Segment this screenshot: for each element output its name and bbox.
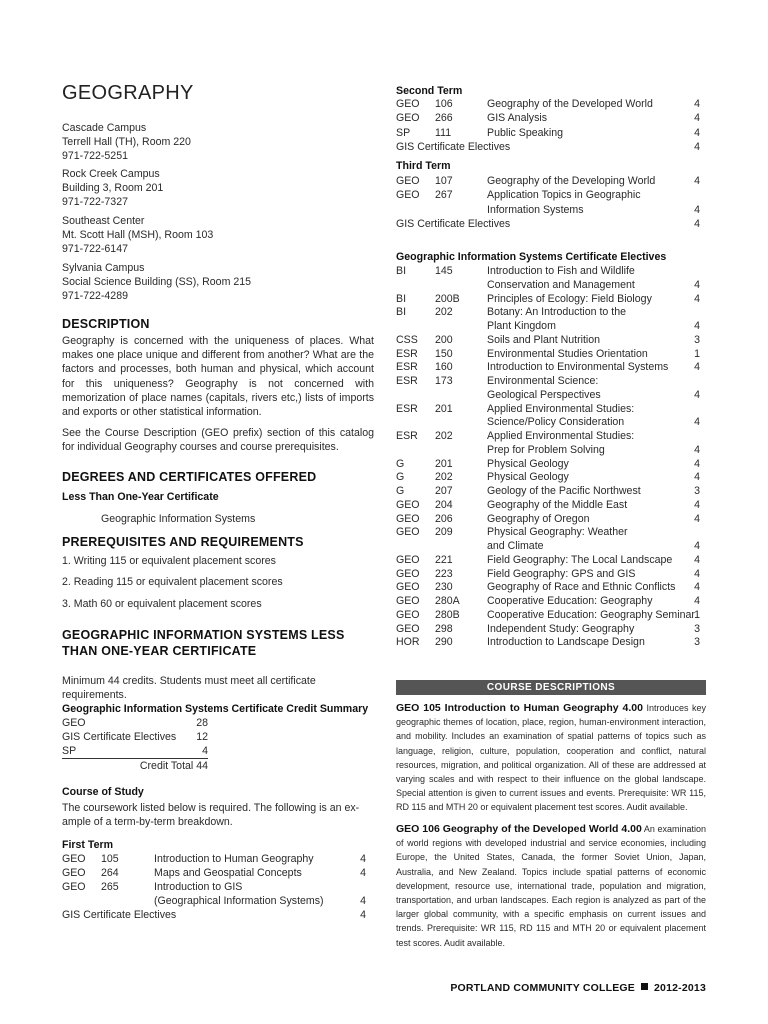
course-number: 264 (101, 867, 119, 880)
course-credits: 4 (360, 867, 366, 880)
course-title: Geography of Race and Ethnic Conflicts (487, 581, 676, 594)
course-credits: 3 (694, 485, 700, 497)
course-row (396, 416, 700, 430)
course-subject: ESR (396, 361, 418, 374)
course-subject: GEO (396, 553, 420, 566)
course-row (396, 554, 700, 568)
summary-underline (62, 758, 208, 759)
course-number: 160 (435, 361, 453, 374)
gis-heading-line: GEOGRAPHIC INFORMATION SYSTEMS LESS (62, 628, 345, 642)
campus-sylvania (62, 261, 251, 304)
course-row (396, 320, 700, 334)
course-subject: GEO (396, 622, 420, 635)
course-number: 111 (435, 126, 452, 139)
prereq-item: 1. Writing 115 or equivalent placement scores (62, 555, 276, 567)
course-credits: 4 (694, 320, 700, 332)
course-row (396, 98, 700, 112)
campus-name: Southeast Center (62, 215, 145, 227)
course-title: Prep for Problem Solving (487, 443, 605, 456)
course-row (396, 189, 700, 203)
course-number: 280B (435, 608, 460, 621)
campus-building: Terrell Hall (TH), Room 220 (62, 136, 191, 149)
course-number: 201 (435, 402, 453, 415)
geo105-title: GEO 105 Introduction to Human Geography 4.00 (396, 702, 643, 714)
course-credits: 4 (694, 512, 700, 525)
course-credits: 4 (694, 416, 700, 429)
course-title: Geography of Oregon (487, 512, 590, 525)
course-credits: 1 (694, 347, 700, 360)
course-subject: ESR (396, 402, 418, 415)
course-row (62, 909, 366, 923)
degrees-subheading: Less Than One-Year Certificate (62, 491, 219, 503)
course-subject: ESR (396, 375, 418, 387)
course-title: Physical Geography: Weather (487, 526, 628, 539)
course-title: Physical Geology (487, 457, 569, 470)
course-number: 280A (435, 595, 460, 607)
course-number: 265 (101, 881, 119, 894)
course-title: (Geographical Information Systems) (154, 895, 324, 908)
course-subject: GEO (396, 175, 420, 187)
course-subject: GEO (396, 512, 420, 525)
course-row (396, 293, 700, 307)
course-credits: 4 (694, 457, 700, 470)
gis-intro-line: requirements. (62, 689, 127, 701)
course-number: 145 (435, 265, 453, 277)
course-subject: ESR (396, 347, 418, 360)
course-title: Application Topics in Geographic (487, 189, 641, 202)
summary-credits: 28 (196, 717, 208, 729)
course-subject: BI (396, 306, 407, 319)
course-title: Conservation and Management (487, 278, 635, 291)
campus-phone: 971-722-5251 (62, 150, 128, 163)
course-subject: ESR (396, 430, 418, 442)
campus-phone: 971-722-6147 (62, 243, 128, 256)
electives-heading: Geographic Information Systems Certificate Electives (396, 251, 667, 263)
course-subject: G (396, 457, 405, 470)
course-title: Geography of the Developed World (487, 98, 653, 110)
course-descriptions-banner: COURSE DESCRIPTIONS (396, 680, 706, 695)
page-title: GEOGRAPHY (62, 82, 194, 104)
course-credits: 3 (694, 622, 700, 635)
course-row (396, 595, 700, 609)
course-number: 207 (435, 485, 453, 497)
course-title: Plant Kingdom (487, 320, 556, 332)
course-row (62, 895, 366, 909)
course-title: Introduction to Human Geography (154, 853, 314, 865)
course-row (396, 526, 700, 540)
course-subject: GEO (396, 526, 420, 539)
credit-total: Credit Total 44 (139, 760, 208, 772)
geo106-description (396, 822, 706, 950)
course-subject: GEO (396, 608, 420, 621)
course-row (396, 403, 700, 417)
course-title: Field Geography: GPS and GIS (487, 567, 636, 580)
course-row (396, 127, 700, 141)
course-credits: 3 (694, 636, 700, 649)
course-number: 202 (435, 471, 453, 484)
course-row (396, 375, 700, 389)
prereq-item: 2. Reading 115 or equivalent placement scores (62, 576, 283, 588)
course-subject: GEO (396, 595, 420, 607)
course-number: 107 (435, 175, 453, 187)
course-number: 173 (435, 375, 453, 387)
course-subject: G (396, 471, 405, 484)
course-number: 206 (435, 512, 453, 525)
course-number: 202 (435, 306, 453, 319)
geo105-text: Introduces key geographic themes of location, place, region, human-environment interaction, and mobility. Includes an examination of spatial patterns of topics such as language, religion, culture, population, cooperation and conflict, natural resources, migration, and political organization. All of these are addressed at varying scales and with respect to their influence on the global landscape. Special attention is given to current issues and events. Prerequisite: WR 115, RD 115 and MTH 20 or equivalent placement test scores. Audit available. (396, 703, 706, 813)
course-number: 202 (435, 430, 453, 442)
course-row (396, 389, 700, 403)
gis-intro-line: Minimum 44 credits. Students must meet all certificate (62, 675, 316, 687)
credit-summary-row (62, 717, 208, 731)
course-credits: 4 (694, 388, 700, 401)
third-term-label: Third Term (396, 160, 451, 172)
course-title: Introduction to Fish and Wildlife (487, 265, 635, 277)
course-credits: 4 (694, 126, 700, 139)
course-credits: 4 (694, 292, 700, 305)
course-title: Introduction to Environmental Systems (487, 361, 669, 374)
course-subject: GEO (396, 498, 420, 511)
description-see-also: See the Course Description (GEO prefix) section of this catalog for individual Geography courses and course prerequisites. (62, 427, 374, 454)
course-row (396, 112, 700, 126)
course-subject: GEO (396, 98, 420, 110)
campus-rock-creek (62, 167, 163, 210)
course-credits: 4 (694, 553, 700, 566)
course-row (396, 623, 700, 637)
catalog-year: 2012-2013 (653, 982, 706, 994)
description-heading: DESCRIPTION (62, 317, 150, 331)
course-number: 267 (435, 189, 453, 202)
first-term-label: First Term (62, 839, 114, 851)
course-credits: 4 (694, 140, 700, 153)
course-subject: CSS (396, 333, 418, 346)
degrees-heading: DEGREES AND CERTIFICATES OFFERED (62, 470, 317, 484)
course-row (396, 540, 700, 554)
course-credits: 1 (694, 608, 700, 621)
course-row (396, 444, 700, 458)
course-subject: BI (396, 292, 407, 305)
course-credits: 4 (694, 471, 700, 484)
course-row (396, 513, 700, 527)
course-of-study-text (62, 801, 359, 829)
campus-name: Rock Creek Campus (62, 168, 160, 180)
course-subject: SP (396, 126, 411, 139)
course-row (396, 348, 700, 362)
course-credits: 4 (694, 595, 700, 607)
course-subject: GIS Certificate Electives (396, 217, 511, 230)
course-row (396, 218, 700, 232)
course-credits: 4 (694, 175, 700, 187)
course-subject: GEO (62, 853, 86, 865)
course-title: Geology of the Pacific Northwest (487, 485, 641, 497)
course-credits: 4 (360, 909, 366, 922)
credit-summary-row (62, 731, 208, 745)
course-row (396, 458, 700, 472)
course-row (396, 279, 700, 293)
course-title: Principles of Ecology: Field Biology (487, 292, 652, 305)
summary-label: SP (62, 745, 77, 757)
course-row (62, 853, 366, 867)
course-number: 105 (101, 853, 119, 865)
course-subject: GIS Certificate Electives (396, 140, 511, 153)
course-title: Public Speaking (487, 126, 563, 139)
course-subject: GEO (396, 567, 420, 580)
course-credits: 4 (694, 112, 700, 125)
course-row (62, 867, 366, 881)
geo105-description (396, 701, 706, 815)
degrees-item: Geographic Information Systems (101, 513, 256, 525)
course-row (396, 334, 700, 348)
course-row (396, 485, 700, 499)
course-row (396, 204, 700, 218)
campus-phone: 971-722-4289 (62, 290, 128, 303)
course-row (396, 636, 700, 650)
course-credits: 4 (694, 203, 700, 216)
course-subject: BI (396, 265, 407, 277)
course-credits: 4 (694, 278, 700, 291)
course-credits: 4 (360, 853, 366, 865)
course-credits: 4 (694, 443, 700, 456)
course-number: 200 (435, 333, 453, 346)
college-name: PORTLAND COMMUNITY COLLEGE (450, 982, 635, 994)
course-title: Maps and Geospatial Concepts (154, 867, 302, 880)
prereq-item: 3. Math 60 or equivalent placement scores (62, 598, 262, 610)
course-credits: 4 (694, 98, 700, 110)
prereqs-heading: PREREQUISITES AND REQUIREMENTS (62, 535, 304, 549)
course-subject: HOR (396, 636, 420, 649)
summary-label: GIS Certificate Electives (62, 731, 177, 743)
course-row (396, 361, 700, 375)
course-number: 106 (435, 98, 453, 110)
page-footer (450, 982, 706, 994)
course-credits: 3 (694, 333, 700, 346)
course-subject: GEO (396, 581, 420, 594)
course-title: Applied Environmental Studies: (487, 430, 635, 442)
course-title: Science/Policy Consideration (487, 416, 625, 429)
summary-credits: 12 (196, 731, 208, 743)
course-row (396, 499, 700, 513)
course-subject: GEO (62, 881, 86, 894)
campus-building: Mt. Scott Hall (MSH), Room 103 (62, 229, 214, 242)
course-title: and Climate (487, 540, 544, 552)
gis-heading (62, 628, 344, 659)
course-row (396, 306, 700, 320)
course-subject: GEO (396, 189, 420, 202)
course-credits: 4 (694, 567, 700, 580)
course-credits: 4 (694, 361, 700, 374)
course-title: Geography of the Middle East (487, 498, 628, 511)
course-title: Physical Geology (487, 471, 569, 484)
course-row (62, 881, 366, 895)
square-bullet-icon (641, 983, 648, 990)
campus-cascade (62, 121, 191, 164)
course-credits: 4 (694, 581, 700, 594)
course-row (396, 609, 700, 623)
course-of-study-heading: Course of Study (62, 786, 144, 798)
cos-line: The coursework listed below is required. The following is an ex- (62, 802, 360, 814)
campus-building: Building 3, Room 201 (62, 182, 164, 195)
course-subject: G (396, 485, 405, 497)
summary-label: GEO (62, 717, 86, 729)
second-term-label: Second Term (396, 85, 463, 97)
course-title: Introduction to GIS (154, 881, 243, 894)
gis-intro (62, 674, 316, 702)
course-title: Information Systems (487, 203, 584, 216)
course-title: Applied Environmental Studies: (487, 402, 635, 415)
course-row (396, 265, 700, 279)
course-subject: GIS Certificate Electives (62, 909, 177, 922)
course-title: Cooperative Education: Geography Seminar (487, 608, 695, 621)
description-paragraph: Geography is concerned with the uniqueness of places. What makes one place unique and different from another? What are the factors and processes, both human and physical, which account for this uniqueness? Geography is not concerned with memorization of place names (capitals, rivers etc,) lists of imports and exports or other statistical information. (62, 335, 374, 419)
course-credits: 4 (694, 217, 700, 230)
course-number: 201 (435, 457, 453, 470)
gis-heading-line: THAN ONE-YEAR CERTIFICATE (62, 643, 257, 658)
cos-line: ample of a term-by-term breakdown. (62, 816, 233, 828)
course-title: Cooperative Education: Geography (487, 595, 653, 607)
course-title: Independent Study: Geography (487, 622, 635, 635)
course-number: 204 (435, 498, 453, 511)
campus-name: Sylvania Campus (62, 262, 145, 274)
course-row (396, 568, 700, 582)
course-number: 230 (435, 581, 453, 594)
course-subject: GEO (62, 867, 86, 880)
course-row (396, 581, 700, 595)
geo106-title: GEO 106 Geography of the Developed World 4.00 (396, 823, 642, 835)
credit-summary-row (62, 745, 208, 759)
course-row (396, 175, 700, 189)
course-row (396, 430, 700, 444)
course-number: 223 (435, 567, 453, 580)
course-title: Environmental Science: (487, 375, 599, 387)
course-credits: 4 (694, 540, 700, 552)
course-title: Field Geography: The Local Landscape (487, 553, 673, 566)
campus-southeast (62, 214, 213, 257)
course-number: 221 (435, 553, 453, 566)
course-title: Environmental Studies Orientation (487, 347, 648, 360)
course-credits: 4 (694, 498, 700, 511)
course-title: Geological Perspectives (487, 388, 601, 401)
course-title: Botany: An Introduction to the (487, 306, 626, 319)
campus-building: Social Science Building (SS), Room 215 (62, 276, 252, 289)
course-number: 209 (435, 526, 453, 539)
course-number: 200B (435, 292, 460, 305)
course-credits: 4 (360, 895, 366, 908)
course-row (396, 471, 700, 485)
campus-phone: 971-722-7327 (62, 196, 128, 209)
summary-credits: 4 (202, 745, 208, 757)
geo106-text: An examination of world regions with developed industrial and service economies, including Europe, the United States, Canada, the former Soviet Union, Japan, Australia, and New Zealand. Topics include spatial patterns of economic development, resource use, international trade, population and migration, transportation, and urban landscapes. Each region is analyzed as part of the larger global community, with a specific emphasis on current issues and trends. Prerequisite: WR 115, RD 115 and MTH 20 or equivalent placement test scores. Audit available. (396, 824, 706, 948)
course-number: 266 (435, 112, 453, 125)
course-number: 298 (435, 622, 453, 635)
course-subject: GEO (396, 112, 420, 125)
campus-name: Cascade Campus (62, 122, 147, 134)
course-title: Introduction to Landscape Design (487, 636, 645, 649)
credit-summary-title: Geographic Information Systems Certificate Credit Summary (62, 703, 369, 715)
course-number: 150 (435, 347, 453, 360)
course-number: 290 (435, 636, 453, 649)
course-title: Geography of the Developing World (487, 175, 656, 187)
course-title: GIS Analysis (487, 112, 548, 125)
course-title: Soils and Plant Nutrition (487, 333, 601, 346)
course-row (396, 141, 700, 155)
